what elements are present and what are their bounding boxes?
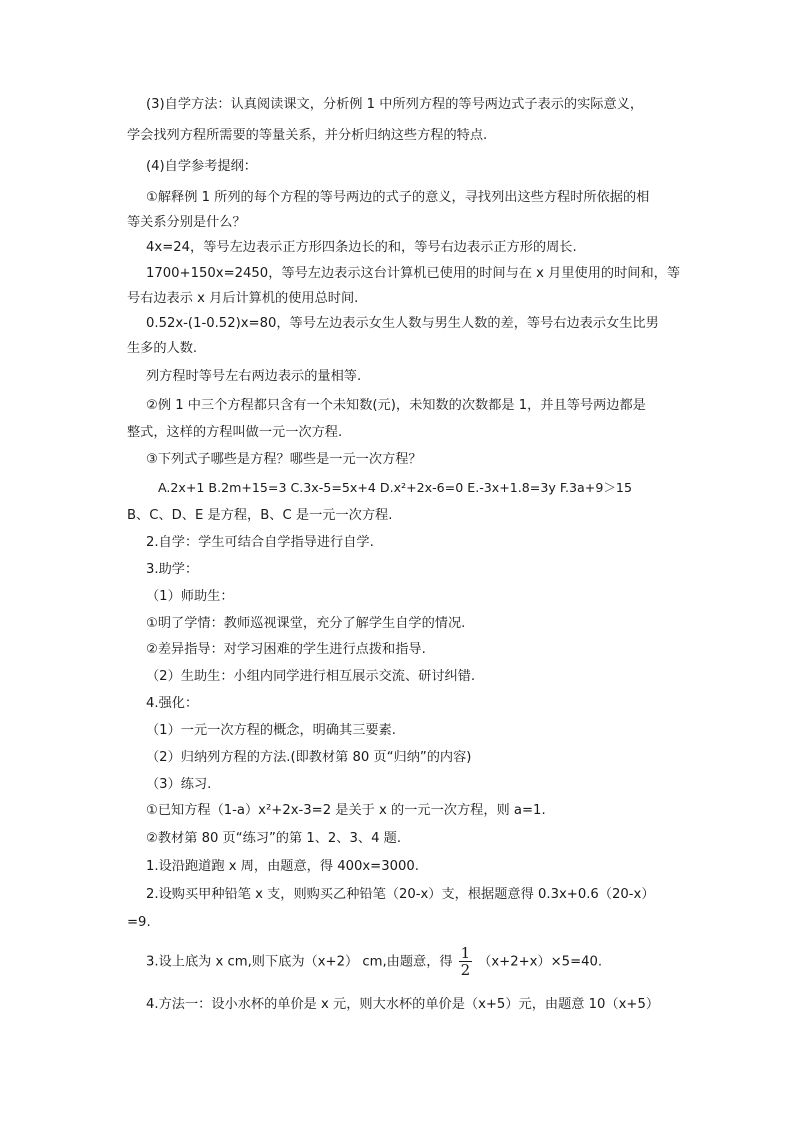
answer-equation-1: 4x=24，等号左边表示正方形四条边长的和，等号右边表示正方形的周长. — [146, 240, 577, 255]
step-reinforce: 4.强化： — [146, 696, 199, 711]
step-self-study: 2.自学：学生可结合自学指导进行自学. — [146, 535, 374, 550]
para-self-study-method-cont: 学会找列方程所需要的等量关系，并分析归纳这些方程的特点. — [127, 128, 488, 143]
reinforce-1: （1）一元一次方程的概念，明确其三要素. — [146, 723, 396, 738]
fraction-numerator: 1 — [460, 944, 471, 962]
answer-equation-3-cont: 生多的人数. — [127, 341, 198, 356]
question-1-cont: 等关系分别是什么？ — [127, 215, 246, 230]
heading-reference-outline: (4)自学参考提纲： — [146, 159, 257, 174]
exercise-1: ①已知方程（1-a）x²+2x-3=2 是关于 x 的一元一次方程，则 a=1. — [146, 803, 546, 818]
teacher-assist-heading: （1）师助生： — [146, 589, 234, 604]
summary-line: 列方程时等号左右两边表示的量相等. — [146, 369, 362, 384]
step-assist: 3.助学： — [146, 562, 199, 577]
exercise-answer-3 — [146, 945, 602, 978]
exercise-answer-3-text-end: （x+2+x）×5=40. — [478, 954, 603, 970]
question-3-answer: B、C、D、E 是方程，B、C 是一元一次方程. — [127, 508, 393, 523]
exercise-2: ②教材第 80 页“练习”的第 1、2、3、4 题. — [146, 831, 402, 846]
question-2-cont: 整式，这样的方程叫做一元一次方程. — [127, 425, 343, 440]
exercise-answer-4: 4.方法一：设小水杯的单价是 x 元，则大水杯的单价是（x+5）元，由题意 10（x+5） — [146, 997, 660, 1012]
question-3: ③下列式子哪些是方程？哪些是一元一次方程？ — [146, 452, 422, 467]
exercise-answer-1: 1.设沿跑道跑 x 周，由题意，得 400x=3000. — [146, 859, 419, 874]
question-1: ①解释例 1 所列的每个方程的等号两边的式子的意义，寻找列出这些方程时所依据的相 — [146, 190, 650, 205]
para-self-study-method: (3)自学方法：认真阅读课文，分析例 1 中所列方程的等号两边式子表示的实际意义， — [146, 97, 644, 112]
teacher-assist-2: ②差异指导：对学习困难的学生进行点拨和指导. — [146, 642, 426, 657]
reinforce-3: （3）练习. — [146, 777, 212, 792]
question-2: ②例 1 中三个方程都只含有一个未知数(元)，未知数的次数都是 1，并且等号两边都是 — [146, 398, 646, 413]
answer-equation-2: 1700+150x=2450，等号左边表示这台计算机已使用的时间与在 x 月里使用的时间和，等 — [146, 266, 681, 281]
question-3-options: A.2x+1 B.2m+15=3 C.3x-5=5x+4 D.x²+2x-6=0 E.-3x+1.8=3y F.3a+9＞15 — [158, 480, 632, 495]
fraction-denominator: 2 — [460, 961, 471, 979]
student-assist: （2）生助生：小组内同学进行相互展示交流、研讨纠错. — [146, 669, 476, 684]
exercise-answer-2-cont: =9. — [127, 915, 151, 930]
answer-equation-3: 0.52x-(1-0.52)x=80，等号左边表示女生人数与男生人数的差，等号右边表示女生比男 — [146, 316, 659, 331]
exercise-answer-2: 2.设购买甲种铅笔 x 支，则购买乙种铅笔（20-x）支，根据题意得 0.3x+0.6（20-x） — [146, 887, 655, 902]
exercise-answer-3-text: 3.设上底为 x cm,则下底为（x+2） cm,由题意，得 — [146, 954, 453, 970]
teacher-assist-1: ①明了学情：教师巡视课堂，充分了解学生自学的情况. — [146, 616, 466, 631]
answer-equation-2-cont: 号右边表示 x 月后计算机的使用总时间. — [127, 291, 359, 306]
reinforce-2: （2）归纳列方程的方法.(即教材第 80 页“归纳”的内容) — [146, 750, 472, 765]
fraction-one-half — [459, 945, 473, 978]
